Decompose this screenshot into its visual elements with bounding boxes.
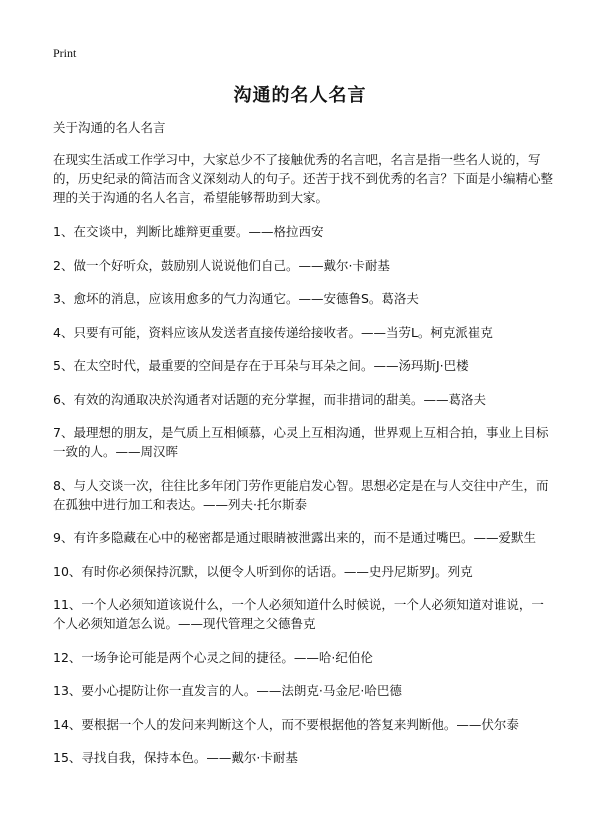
quote-item: 13、要小心提防让你一直发言的人。——法朗克·马金尼·哈巴德 <box>53 683 402 698</box>
quote-item: 12、一场争论可能是两个心灵之间的捷径。——哈·纪伯伦 <box>53 649 373 665</box>
print-link[interactable]: Print <box>53 46 77 60</box>
quote-item: 5、在太空时代，最重要的空间是存在于耳朵与耳朵之间。——汤玛斯J·巴楼 <box>53 358 469 373</box>
quote-item: 6、有效的沟通取决於沟通者对话题的充分掌握，而非措词的甜美。——葛洛夫 <box>53 391 486 407</box>
quote-item: 4、只要有可能，资料应该从发送者直接传递给接收者。——当劳L。柯克派崔克 <box>53 324 493 340</box>
quote-item: 14、要根据一个人的发问来判断这个人，而不要根据他的答复来判断他。——伏尔泰 <box>53 716 519 732</box>
article-subtitle: 关于沟通的名人名言 <box>53 120 166 135</box>
quote-item: 9、有许多隐藏在心中的秘密都是通过眼睛被泄露出来的，而不是通过嘴巴。——爱默生 <box>53 530 536 545</box>
quote-item: 2、做一个好听众，鼓励别人说说他们自己。——戴尔·卡耐基 <box>53 257 390 273</box>
article-body <box>53 118 553 782</box>
quote-item: 1、在交谈中，判断比雄辩更重要。——格拉西安 <box>53 224 324 239</box>
intro-paragraph: 在现实生活或工作学习中，大家总少不了接触优秀的名言吧，名言是指一些名人说的，写的，历史纪录的简洁而含义深刻动人的句子。还苦于找不到优秀的名言？下面是小编精心整理的关于沟通的名人名言，希望能够帮助到大家。 <box>53 152 554 205</box>
page-title: 沟通的名人名言 <box>233 85 367 106</box>
quote-item: 10、有时你必须保持沉默，以便令人听到你的话语。——史丹尼斯罗J。列克 <box>53 563 473 579</box>
quote-item: 8、与人交谈一次，往往比多年闭门劳作更能启发心智。思想必定是在与人交往中产生，而在孤独中进行加工和表达。——列夫·托尔斯泰 <box>53 477 549 512</box>
quote-item: 11、一个人必须知道该说什么，一个人必须知道什么时候说，一个人必须知道对谁说，一个人必须知道怎么说。——现代管理之父德鲁克 <box>53 597 544 631</box>
quote-item: 15、寻找自我，保持本色。——戴尔·卡耐基 <box>53 750 298 765</box>
quote-item: 3、愈坏的消息，应该用愈多的气力沟通它。——安德鲁S。葛洛夫 <box>53 291 419 306</box>
quote-item: 7、最理想的朋友，是气质上互相倾慕，心灵上互相沟通，世界观上互相合拍，事业上目标一致的人。——周汉晖 <box>53 425 549 459</box>
